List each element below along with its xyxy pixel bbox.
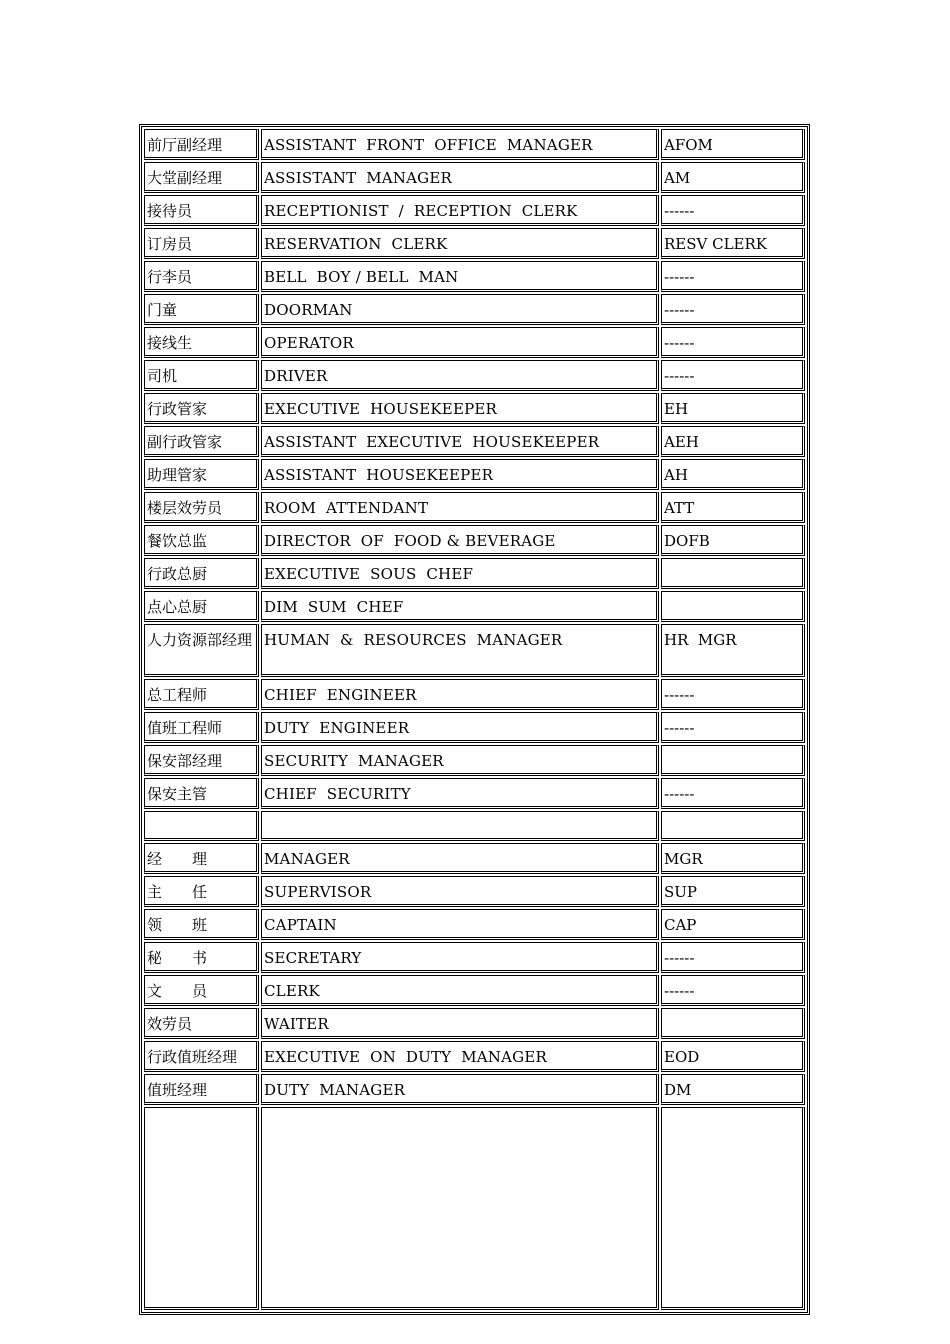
chinese-title-cell: 保安部经理 [144,745,259,776]
chinese-title-cell [144,811,259,841]
chinese-title-cell: 值班工程师 [144,712,259,743]
abbreviation-cell: ------ [661,712,805,743]
abbreviation-cell: ------ [661,294,805,325]
table-row [144,679,805,710]
english-title-cell: EXECUTIVE SOUS CHEF [261,558,659,589]
table-row [144,712,805,743]
table-body [144,129,805,1310]
table-row [144,558,805,589]
table-row [144,261,805,292]
abbreviation-cell: ------ [661,327,805,358]
table-row [144,745,805,776]
english-title-cell: ROOM ATTENDANT [261,492,659,523]
chinese-title-cell: 行政总厨 [144,558,259,589]
abbreviation-cell [661,591,805,622]
table-row [144,1008,805,1039]
english-title-cell: ASSISTANT MANAGER [261,162,659,193]
abbreviation-cell: AH [661,459,805,490]
english-title-cell: ASSISTANT EXECUTIVE HOUSEKEEPER [261,426,659,457]
abbreviation-cell: ------ [661,360,805,391]
abbreviation-cell [661,558,805,589]
chinese-title-cell: 行政管家 [144,393,259,424]
abbreviation-cell [661,1107,805,1310]
table-row [144,942,805,973]
table-row-blank [144,811,805,841]
chinese-title-cell: 文 员 [144,975,259,1006]
english-title-cell: MANAGER [261,843,659,874]
table-row [144,876,805,907]
table-row [144,393,805,424]
chinese-title-cell: 接待员 [144,195,259,226]
english-title-cell: CLERK [261,975,659,1006]
table-row [144,778,805,809]
english-title-cell: SECURITY MANAGER [261,745,659,776]
english-title-cell: CAPTAIN [261,909,659,940]
chinese-title-cell: 主 任 [144,876,259,907]
english-title-cell: CHIEF ENGINEER [261,679,659,710]
abbreviation-cell [661,1008,805,1039]
chinese-title-cell: 经 理 [144,843,259,874]
abbreviation-cell: EOD [661,1041,805,1072]
chinese-title-cell: 行李员 [144,261,259,292]
english-title-cell: EXECUTIVE ON DUTY MANAGER [261,1041,659,1072]
english-title-cell: DRIVER [261,360,659,391]
chinese-title-cell: 副行政管家 [144,426,259,457]
table-row [144,162,805,193]
abbreviation-cell: ------ [661,778,805,809]
table-row [144,195,805,226]
abbreviation-cell: AM [661,162,805,193]
table-row [144,909,805,940]
chinese-title-cell: 门童 [144,294,259,325]
chinese-title-cell [144,1107,259,1310]
chinese-title-cell: 助理管家 [144,459,259,490]
table-row [144,327,805,358]
chinese-title-cell: 接线生 [144,327,259,358]
abbreviation-cell: ------ [661,975,805,1006]
english-title-cell [261,1107,659,1310]
chinese-title-cell: 餐饮总监 [144,525,259,556]
english-title-cell: WAITER [261,1008,659,1039]
abbreviation-cell: ------ [661,195,805,226]
table-row-blank [144,1107,805,1310]
english-title-cell: OPERATOR [261,327,659,358]
abbreviation-cell: SUP [661,876,805,907]
table-row [144,975,805,1006]
english-title-cell: RESERVATION CLERK [261,228,659,259]
chinese-title-cell: 总工程师 [144,679,259,710]
english-title-cell: BELL BOY / BELL MAN [261,261,659,292]
english-title-cell [261,811,659,841]
chinese-title-cell: 订房员 [144,228,259,259]
table-row [144,1074,805,1105]
english-title-cell: DIRECTOR OF FOOD & BEVERAGE [261,525,659,556]
table-row [144,294,805,325]
chinese-title-cell: 大堂副经理 [144,162,259,193]
english-title-cell: SUPERVISOR [261,876,659,907]
abbreviation-cell: HR MGR [661,624,805,677]
chinese-title-cell: 行政值班经理 [144,1041,259,1072]
abbreviation-cell: ------ [661,261,805,292]
job-title-table [142,127,807,1312]
abbreviation-cell: AFOM [661,129,805,160]
english-title-cell: DIM SUM CHEF [261,591,659,622]
table-row [144,843,805,874]
chinese-title-cell: 点心总厨 [144,591,259,622]
chinese-title-cell: 领 班 [144,909,259,940]
table-row [144,591,805,622]
abbreviation-cell [661,745,805,776]
english-title-cell: SECRETARY [261,942,659,973]
table-row [144,228,805,259]
english-title-cell: DOORMAN [261,294,659,325]
chinese-title-cell: 值班经理 [144,1074,259,1105]
english-title-cell: ASSISTANT HOUSEKEEPER [261,459,659,490]
abbreviation-cell: DM [661,1074,805,1105]
abbreviation-cell: DOFB [661,525,805,556]
english-title-cell: DUTY MANAGER [261,1074,659,1105]
english-title-cell: CHIEF SECURITY [261,778,659,809]
table-row [144,459,805,490]
abbreviation-cell: ------ [661,679,805,710]
english-title-cell: DUTY ENGINEER [261,712,659,743]
table-row [144,525,805,556]
chinese-title-cell: 秘 书 [144,942,259,973]
english-title-cell: HUMAN & RESOURCES MANAGER [261,624,659,677]
chinese-title-cell: 前厅副经理 [144,129,259,160]
table-row [144,492,805,523]
table-row [144,624,805,677]
english-title-cell: ASSISTANT FRONT OFFICE MANAGER [261,129,659,160]
abbreviation-cell: EH [661,393,805,424]
chinese-title-cell: 人力资源部经理 [144,624,259,677]
table-row [144,1041,805,1072]
english-title-cell: RECEPTIONIST / RECEPTION CLERK [261,195,659,226]
abbreviation-cell: ------ [661,942,805,973]
table-row [144,129,805,160]
chinese-title-cell: 楼层效劳员 [144,492,259,523]
abbreviation-cell [661,811,805,841]
chinese-title-cell: 保安主管 [144,778,259,809]
abbreviation-cell: CAP [661,909,805,940]
table-row [144,360,805,391]
job-title-table-frame [139,124,810,1315]
abbreviation-cell: RESV CLERK [661,228,805,259]
chinese-title-cell: 效劳员 [144,1008,259,1039]
english-title-cell: EXECUTIVE HOUSEKEEPER [261,393,659,424]
chinese-title-cell: 司机 [144,360,259,391]
table-row [144,426,805,457]
abbreviation-cell: ATT [661,492,805,523]
abbreviation-cell: AEH [661,426,805,457]
abbreviation-cell: MGR [661,843,805,874]
